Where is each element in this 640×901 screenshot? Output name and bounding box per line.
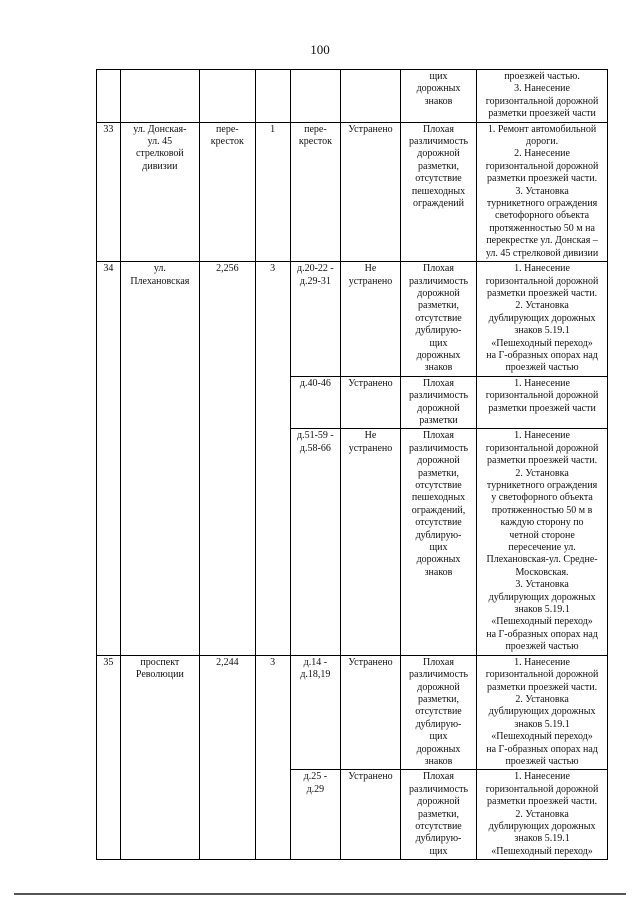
length-cell: пере- кресток xyxy=(200,122,256,261)
reason-cell: Плохая различимость дорожной разметки xyxy=(400,376,476,429)
reason-cell: Плохая различимость дорожной разметки, отсутствие дублирую- щих дорожных знаков xyxy=(400,262,476,377)
table-row xyxy=(97,70,608,123)
table-row xyxy=(97,262,608,377)
status-cell: Устранено xyxy=(341,122,401,261)
count-cell xyxy=(255,70,290,123)
measures-cell: 1. Ремонт автомобильной дороги. 2. Нанесение горизонтальной дорожной разметки проезжей части. 3. Установка турникетного ограждения светофорного объекта протяженностью 50 м на перекрестке ул. Донская – ул. 45 стрелковой дивизии xyxy=(477,122,608,261)
measures-cell: 1. Нанесение горизонтальной дорожной разметки проезжей части. 2. Установка дублирующих дорожных знаков 5.19.1 «Пешеходный переход» на Г-образных опорах над проезжей частью xyxy=(477,262,608,377)
location-cell: д.40-46 xyxy=(290,376,340,429)
number-cell xyxy=(97,70,121,123)
measures-cell: 1. Нанесение горизонтальной дорожной разметки проезжей части. 2. Установка турникетного ограждения у светофорного объекта протяженностью 50 м в каждую сторону по четной стороне пересечение ул. Плехановская-ул. Средне- Московская. 3. Установка дублирующих дорожных знаков 5.19.1 «Пешеходный переход» на Г-образных опорах над проезжей частью xyxy=(477,429,608,655)
reason-cell: Плохая различимость дорожной разметки, отсутствие дублирую- щих дорожных знаков xyxy=(400,655,476,770)
status-cell: Устранено xyxy=(341,376,401,429)
road-defects-table xyxy=(96,69,608,860)
location-cell: д.20-22 - д.29-31 xyxy=(290,262,340,377)
status-cell xyxy=(341,70,401,123)
length-cell xyxy=(200,70,256,123)
street-cell xyxy=(120,70,199,123)
scan-edge-line xyxy=(14,893,626,895)
number-cell: 33 xyxy=(97,122,121,261)
measures-cell: 1. Нанесение горизонтальной дорожной разметки проезжей части. 2. Установка дублирующих дорожных знаков 5.19.1 «Пешеходный переход» на Г-образных опорах над проезжей частью xyxy=(477,655,608,770)
status-cell: Устранено xyxy=(341,655,401,770)
measures-cell: 1. Нанесение горизонтальной дорожной разметки проезжей части. 2. Установка дублирующих дорожных знаков 5.19.1 «Пешеходный переход» xyxy=(477,770,608,860)
reason-cell: Плохая различимость дорожной разметки, отсутствие пешеходных ограждений xyxy=(400,122,476,261)
reason-cell: щих дорожных знаков xyxy=(400,70,476,123)
location-cell: д.14 - д.18,19 xyxy=(290,655,340,770)
table-row xyxy=(97,655,608,770)
street-cell: проспект Революции xyxy=(120,655,199,860)
location-cell xyxy=(290,70,340,123)
status-cell: Устранено xyxy=(341,770,401,860)
reason-cell: Плохая различимость дорожной разметки, отсутствие дублирую- щих xyxy=(400,770,476,860)
page-number: 100 xyxy=(310,42,330,57)
location-cell: пере- кресток xyxy=(290,122,340,261)
count-cell: 3 xyxy=(255,262,290,656)
reason-cell: Плохая различимость дорожной разметки, отсутствие пешеходных ограждений, отсутствие дублирую- щих дорожных знаков xyxy=(400,429,476,655)
number-cell: 35 xyxy=(97,655,121,860)
measures-cell: проезжей частью. 3. Нанесение горизонтальной дорожной разметки проезжей части xyxy=(477,70,608,123)
location-cell: д.51-59 - д.58-66 xyxy=(290,429,340,655)
table-row xyxy=(97,122,608,261)
street-cell: ул. Плехановская xyxy=(120,262,199,656)
status-cell: Не устранено xyxy=(341,429,401,655)
count-cell: 3 xyxy=(255,655,290,860)
location-cell: д.25 - д.29 xyxy=(290,770,340,860)
measures-cell: 1. Нанесение горизонтальной дорожной разметки проезжей части xyxy=(477,376,608,429)
street-cell: ул. Донская- ул. 45 стрелковой дивизии xyxy=(120,122,199,261)
count-cell: 1 xyxy=(255,122,290,261)
status-cell: Не устранено xyxy=(341,262,401,377)
length-cell: 2,256 xyxy=(200,262,256,656)
number-cell: 34 xyxy=(97,262,121,656)
length-cell: 2,244 xyxy=(200,655,256,860)
